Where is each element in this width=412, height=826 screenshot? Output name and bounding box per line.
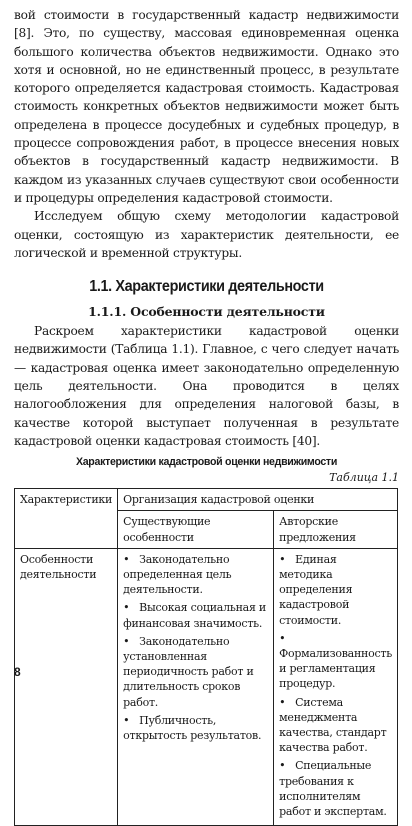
header-proposals: Авторские предложения <box>274 511 398 548</box>
list-item <box>279 552 392 628</box>
proposals-list <box>279 552 392 819</box>
bullet-icon: • <box>279 552 286 566</box>
list-item-text: Законодательно определенная цель деятельности. <box>123 552 232 597</box>
list-item-text: Высокая социальная и финансовая значимость. <box>123 601 266 630</box>
bullet-icon: • <box>279 695 286 709</box>
list-item-text: Единая методика определения кадастровой стоимости. <box>279 552 353 627</box>
list-item-text: Специальные требования к исполнителям работ и экспертам. <box>279 759 387 819</box>
table-number: Таблица 1.1 <box>329 471 399 485</box>
paragraph-explore: Исследуем общую схему методологии кадастровой оценки, состоящую из характеристик деятельности, ее логической и временной структуры. <box>14 209 399 260</box>
page-number: 8 <box>14 665 21 679</box>
list-item <box>279 695 392 756</box>
list-item-text: Законодательно установленная периодичность работ и длительность сроков работ. <box>123 634 254 709</box>
bullet-icon: • <box>123 552 130 566</box>
existing-list <box>123 552 268 743</box>
list-item <box>123 552 268 598</box>
list-item <box>123 634 268 710</box>
list-item <box>279 631 392 692</box>
paragraph-reveal: Раскроем характеристики кадастровой оценки недвижимости (Таблица 1.1). Главное, с чего следует начать — кадастровая оценка имеет законодательно определенную цель деятельности. Она проводится в целях налогообложения для определения налоговой базы, в качестве которой выступает полученная в результате кадастровой оценки кадастровая стоимость [40]. <box>14 324 399 448</box>
list-item <box>123 600 268 630</box>
bullet-icon: • <box>279 759 286 773</box>
list-item-text: Формализованность и регламентация процедур. <box>279 647 392 691</box>
paragraph-continued: вой стоимости в государственный кадастр недвижимости [8]. Это, по существу, массовая единовременная оценка большого количества объектов недвижимости. Однако это хотя и основной, но не единственный процесс, в результате которого определяется кадастровая стоимость. Кадастровая стоимость конкретных объектов недвижимости может быть определена в процессе досудебных и судебных процедур, в процессе сопровождения работ, в процессе внесения новых объектов в государственный кадастр недвижимости. В каждом из указанных случаев существуют свои особенности и процедуры определения кадастровой стоимости. <box>14 8 399 205</box>
bullet-icon: • <box>123 713 130 727</box>
list-item-text: Публичность, открытость результатов. <box>123 713 262 743</box>
list-item-text: Система менеджмента качества, стандарт качества работ. <box>279 695 387 755</box>
header-characteristics: Характеристики <box>15 489 118 549</box>
section-gap <box>14 262 399 278</box>
proposals-cell <box>274 548 398 825</box>
table-caption: Характеристики кадастровой оценки недвижимости <box>75 456 338 469</box>
header-organization: Организация кадастровой оценки <box>118 489 398 511</box>
header-existing: Существующие особенности <box>118 511 274 548</box>
bullet-icon: • <box>279 631 286 645</box>
existing-cell <box>118 548 274 825</box>
subsection-heading: 1.1.1. Особенности деятельности <box>88 304 325 320</box>
table-header-row <box>15 489 398 511</box>
table-row <box>15 548 398 825</box>
row-label: Особенности деятельности <box>15 548 118 825</box>
bullet-icon: • <box>123 601 130 615</box>
bullet-icon: • <box>123 634 130 648</box>
section-heading: 1.1. Характеристики деятельности <box>89 278 324 296</box>
characteristics-table <box>14 488 398 826</box>
list-item <box>123 713 268 743</box>
list-item <box>279 758 392 819</box>
